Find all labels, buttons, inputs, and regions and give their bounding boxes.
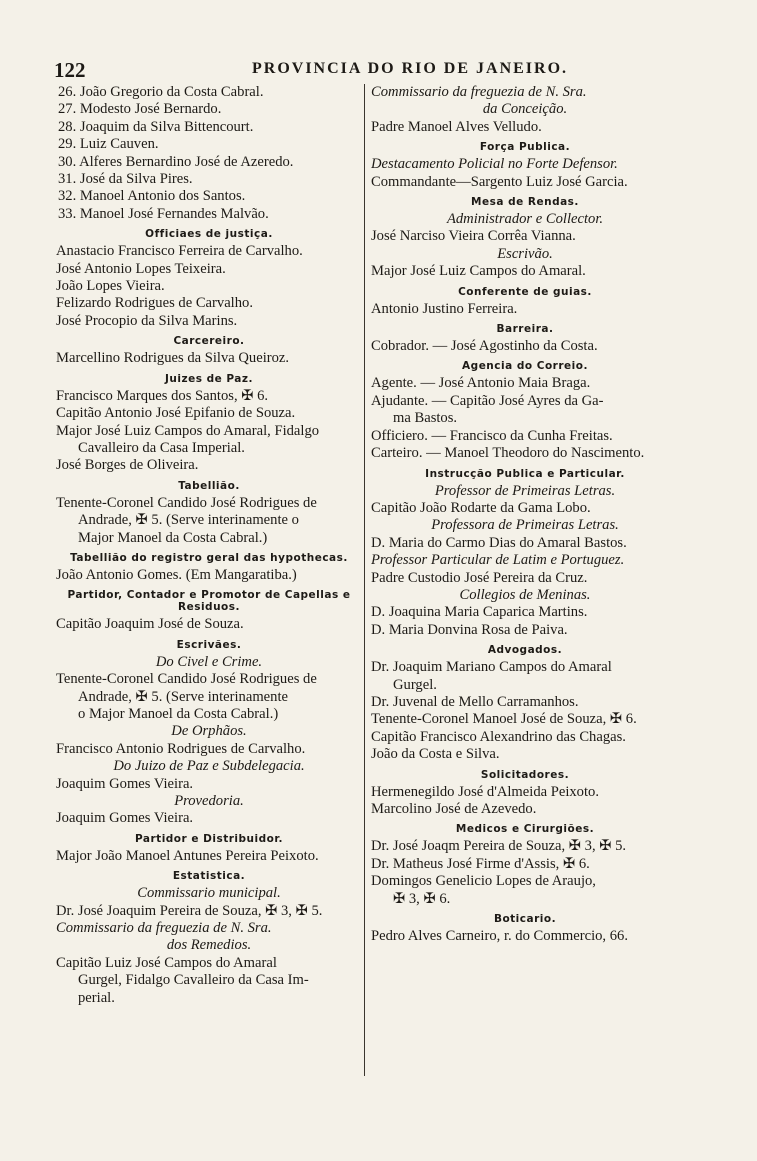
list-item: Destacamento Policial no Forte Defensor. (371, 156, 618, 173)
subsection-heading: Collegios de Meninas. (459, 586, 591, 603)
subsection-heading: Provedoria. (174, 793, 244, 809)
list-item: D. Maria Donvina Rosa de Paiva. (371, 621, 568, 638)
list-item: João Lopes Vieira. (56, 278, 165, 295)
list-item: José Procopio da Silva Marins. (56, 312, 238, 329)
section-heading: Conferente de guias. (458, 285, 592, 298)
section-heading: Juizes de Paz. (164, 372, 253, 385)
column-divider (364, 84, 365, 1076)
list-item: Ajudante. — Capitão José Ayres da Ga- (371, 392, 604, 409)
list-item: Officiero. — Francisco da Cunha Freitas. (371, 427, 613, 444)
list-item: Capitão Joaquim José de Souza. (56, 616, 244, 633)
section-heading: Medicos e Cirurgiões. (455, 823, 595, 836)
list-item: Marcolino José de Azevedo. (371, 801, 537, 817)
list-item: ma Bastos. (393, 410, 458, 427)
list-item: Tenente-Coronel Candido José Rodrigues de (56, 494, 317, 511)
list-item: Padre Manoel Alves Velludo. (371, 118, 542, 135)
list-item: ✠ 3, ✠ 6. (393, 890, 451, 907)
subsection-heading: Do Civel e Crime. (155, 653, 263, 670)
list-item: 26. João Gregorio da Costa Cabral. (58, 84, 264, 100)
section-heading: Residuos. (178, 601, 240, 614)
list-item: Joaquim Gomes Vieira. (56, 775, 194, 792)
list-item: Cobrador. — José Agostinho da Costa. (371, 338, 598, 355)
list-item: o Major Manoel da Costa Cabral.) (78, 705, 279, 722)
list-item: Carteiro. — Manoel Theodoro do Nascimento. (371, 445, 645, 462)
list-item: Marcellino Rodrigues da Silva Queiroz. (56, 350, 290, 367)
section-heading: Estatistica. (172, 870, 246, 883)
list-item: 30. Alferes Bernardino José de Azeredo. (58, 153, 294, 170)
list-item: João da Costa e Silva. (371, 746, 500, 763)
list-item: Commandante—Sargento Luiz José Garcia. (371, 173, 628, 190)
list-item: Dr. José Joaquim Pereira de Souza, ✠ 3, ✠ 5. (56, 902, 323, 919)
subsection-heading: De Orphãos. (171, 723, 247, 740)
list-item: 31. José da Silva Pires. (58, 171, 193, 188)
list-item: da Conceição. (482, 101, 568, 118)
section-heading: Officiaes de justiça. (145, 228, 273, 241)
list-item: José Antonio Lopes Teixeira. (56, 260, 226, 277)
page-number: 122 (54, 58, 86, 82)
section-heading: Barreira. (496, 323, 554, 336)
list-item: Anastacio Francisco Ferreira de Carvalho. (56, 243, 303, 260)
section-heading: Tabellião. (178, 479, 240, 492)
list-item: Major José Luiz Campos do Amaral. (371, 263, 586, 280)
list-item: Antonio Justino Ferreira. (371, 300, 518, 317)
list-item: Gurgel. (393, 676, 437, 693)
subsection-heading: Do Juizo de Paz e Subdelegacia. (113, 758, 305, 775)
list-item: Francisco Antonio Rodrigues de Carvalho. (56, 740, 306, 757)
section-heading: Advogados. (487, 644, 563, 657)
section-heading: Partidor, Contador e Promotor de Capellas e (67, 589, 351, 602)
list-item: José Borges de Oliveira. (56, 457, 199, 474)
list-item: Capitão Francisco Alexandrino das Chagas. (371, 728, 626, 745)
subsection-heading: Professor Particular de Latim e Portuguez. (371, 552, 625, 569)
list-item: Pedro Alves Carneiro, r. do Commercio, 66. (371, 928, 628, 945)
list-item: João Antonio Gomes. (Em Mangaratiba.) (56, 566, 297, 583)
subsection-heading: Professor de Primeiras Letras. (434, 482, 616, 499)
list-item: 33. Manoel José Fernandes Malvão. (58, 205, 269, 222)
list-item: Joaquim Gomes Vieira. (56, 810, 194, 827)
list-item: Cavalleiro da Casa Imperial. (78, 439, 245, 456)
list-item: 32. Manoel Antonio dos Santos. (58, 188, 246, 205)
section-heading: Tabellião do registro geral das hypothecas. (70, 551, 348, 564)
section-heading: Instrucção Publica e Particular. (425, 467, 625, 480)
subsection-heading: Commissario municipal. (137, 885, 281, 902)
list-item: 27. Modesto José Bernardo. (58, 101, 222, 118)
list-item: José Narciso Vieira Corrêa Vianna. (371, 228, 576, 245)
section-heading: Escrivães. (176, 638, 242, 651)
list-item: Hermenegildo José d'Almeida Peixoto. (371, 783, 599, 800)
left-column (56, 84, 362, 1007)
list-item: D. Joaquina Maria Caparica Martins. (371, 604, 588, 621)
running-title: PROVINCIA DO RIO DE JANEIRO. (252, 60, 569, 77)
list-item: perial. (78, 989, 115, 1006)
subsection-heading: Escrivão. (497, 245, 553, 262)
list-item: Dr. Juvenal de Mello Carramanhos. (371, 693, 579, 710)
list-item: Padre Custodio José Pereira da Cruz. (371, 569, 588, 586)
section-heading: Força Publica. (479, 141, 571, 154)
list-item: Capitão João Rodarte da Gama Lobo. (371, 499, 591, 516)
subsection-heading: Professora de Primeiras Letras. (431, 517, 619, 534)
section-heading: Boticario. (493, 913, 557, 926)
list-item: Major José Luiz Campos do Amaral, Fidalgo (56, 422, 320, 439)
list-item: Felizardo Rodrigues de Carvalho. (56, 295, 253, 312)
list-item: Domingos Genelicio Lopes de Araujo, (371, 873, 596, 890)
section-heading: Solicitadores. (480, 768, 570, 781)
list-item: Tenente-Coronel Candido José Rodrigues de (56, 671, 317, 688)
list-item: 29. Luiz Cauven. (58, 136, 159, 153)
right-column (371, 84, 679, 945)
list-item: Major Manoel da Costa Cabral.) (78, 529, 268, 546)
list-item: Andrade, ✠ 5. (Serve interinamente o (78, 512, 299, 529)
section-heading: Mesa de Rendas. (471, 196, 579, 209)
list-item: Dr. José Joaqm Pereira de Souza, ✠ 3, ✠ 5. (371, 838, 627, 855)
list-item: dos Remedios. (166, 937, 252, 954)
list-item: Major João Manoel Antunes Pereira Peixoto. (56, 847, 319, 864)
list-item: Francisco Marques dos Santos, ✠ 6. (56, 387, 269, 404)
page-header (52, 58, 722, 82)
subsection-heading: Administrador e Collector. (446, 211, 604, 228)
list-item: Commissario da freguezia de N. Sra. (56, 920, 272, 937)
section-heading: Partidor e Distribuidor. (135, 832, 283, 845)
list-item: 28. Joaquim da Silva Bittencourt. (58, 118, 254, 135)
section-heading: Agencia do Correio. (462, 360, 588, 373)
list-item: Commissario da freguezia de N. Sra. (371, 84, 587, 100)
section-heading: Carcereiro. (173, 335, 245, 348)
list-item: Capitão Luiz José Campos do Amaral (56, 954, 277, 971)
list-item: Dr. Matheus José Firme d'Assis, ✠ 6. (371, 855, 590, 872)
list-item: Agente. — José Antonio Maia Braga. (371, 375, 591, 392)
list-item: Dr. Joaquim Mariano Campos do Amaral (371, 659, 612, 676)
list-item: D. Maria do Carmo Dias do Amaral Bastos. (371, 534, 627, 551)
list-item: Capitão Antonio José Epifanio de Souza. (56, 405, 296, 422)
list-item: Andrade, ✠ 5. (Serve interinamente (78, 688, 288, 705)
list-item: Gurgel, Fidalgo Cavalleiro da Casa Im- (78, 972, 309, 989)
list-item: Tenente-Coronel Manoel José de Souza, ✠ 6. (371, 711, 637, 728)
